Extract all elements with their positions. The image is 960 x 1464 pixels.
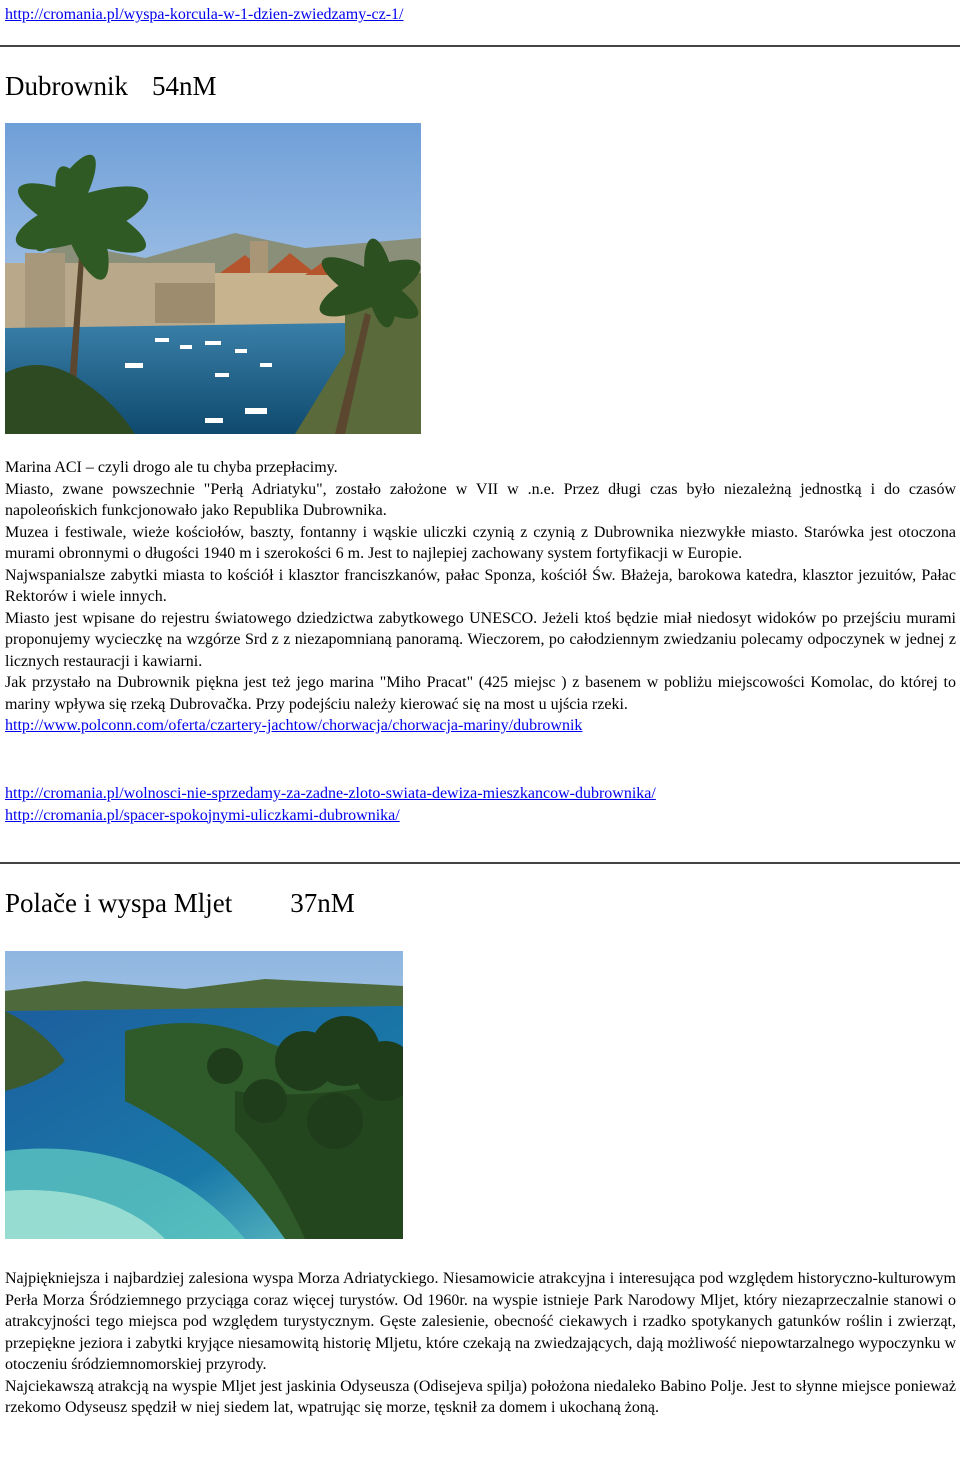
polconn-link[interactable]: http://www.polconn.com/oferta/czartery-jachtow/chorwacja/chorwacja-mariny/dubrownik [5, 717, 583, 734]
paragraph: Marina ACI – czyli drogo ale tu chyba przepłacimy. [5, 459, 338, 476]
paragraph: Muzea i festiwale, wieże kościołów, baszty, fontanny i wąskie uliczki czynią z czynią z Dubrownika niezwykłe miasto. Starówka jest otoczona murami obronnymi o długości 1940 m i szerokości 6 m. Jest to najlepiej zachowany system fortyfikacji w Europie. [5, 523, 956, 562]
section-distance: 54nM [152, 71, 217, 101]
divider-section [0, 862, 960, 864]
divider-top [0, 45, 960, 47]
related-links [5, 783, 656, 826]
paragraph: Miasto jest wpisane do rejestru światowego dziedzictwa zabytkowego UNESCO. Jeżeli ktoś będzie miał niedosyt widoków po przejściu murami proponujemy wycieczkę na wzgórze Srd z z niezapomnianą panoramą. Wieczorem, po całodziennym zwiedzaniu polecamy odpoczynek w jednej z licznych restauracji i kawiarni. [5, 609, 956, 670]
mljet-description [5, 1268, 956, 1419]
paragraph: Najciekawszą atrakcją na wyspie Mljet jest jaskinia Odyseusza (Odisejeva spilja) położona niedaleko Babino Polje. Jest to słynne miejsce ponieważ rzekomo Odyseusz spędził w niej siedem lat, wpatrując się morze, tęsknił za domem i ukochaną żoną. [5, 1377, 956, 1416]
mljet-photo [5, 951, 403, 1239]
section-title: Polače i wyspa Mljet [5, 888, 233, 918]
dubrovnik-photo [5, 123, 421, 434]
related-link[interactable]: http://cromania.pl/spacer-spokojnymi-uliczkami-dubrownika/ [5, 806, 400, 824]
paragraph: Najpiękniejsza i najbardziej zalesiona wyspa Morza Adriatyckiego. Niesamowicie atrakcyjna i interesująca pod względem historyczno-kulturowym Perła Morza Śródziemnego przyciąga coraz więcej turystów. Od 1960r. na wyspie istnieje Park Narodowy Mljet, który niezaprzeczalnie stanowi o atrakcyjności tego miejsca pod względem turystycznym. Gęste zalesienie, obecność ciekawych i rzadko spotykanych gatunków roślin i zwierząt, przepiękne jeziora i zabytki kryjące niesamowitą historię Mljetu, które czekają na zwiedzających, dają możliwość niepowtarzalnego wypoczynku w otoczeniu śródziemnomorskiej przyrody. [5, 1270, 956, 1373]
section-heading-mljet [5, 887, 355, 919]
dubrownik-description [5, 457, 956, 737]
paragraph: Najwspanialsze zabytki miasta to kościół i klasztor franciszkanów, pałac Sponza, kościół Św. Błażeja, barokowa katedra, klasztor jezuitów, Pałac Rektorów i wiele innych. [5, 566, 956, 605]
section-heading-dubrownik [5, 70, 217, 102]
section-title: Dubrownik [5, 71, 128, 101]
related-link[interactable]: http://cromania.pl/wolnosci-nie-sprzedamy-za-zadne-zloto-swiata-dewiza-mieszkancow-dubrownika/ [5, 785, 656, 802]
top-link[interactable]: http://cromania.pl/wyspa-korcula-w-1-dzien-zwiedzamy-cz-1/ [5, 6, 404, 23]
section-distance: 37nM [290, 888, 355, 918]
paragraph: Jak przystało na Dubrownik piękna jest też jego marina "Miho Pracat" (425 miejsc ) z basenem w pobliżu miejscowości Komolac, do której to mariny wpływa się rzeką Dubrovačka. Przy podejściu należy kierować się na most u ujścia rzeki. [5, 674, 956, 713]
paragraph: Miasto, zwane powszechnie "Perłą Adriatyku", zostało założone w VII w .n.e. Przez długi czas było niezależną jednostką i do czasów napoleońskich funkcjonowało jako Republika Dubrownika. [5, 480, 956, 519]
